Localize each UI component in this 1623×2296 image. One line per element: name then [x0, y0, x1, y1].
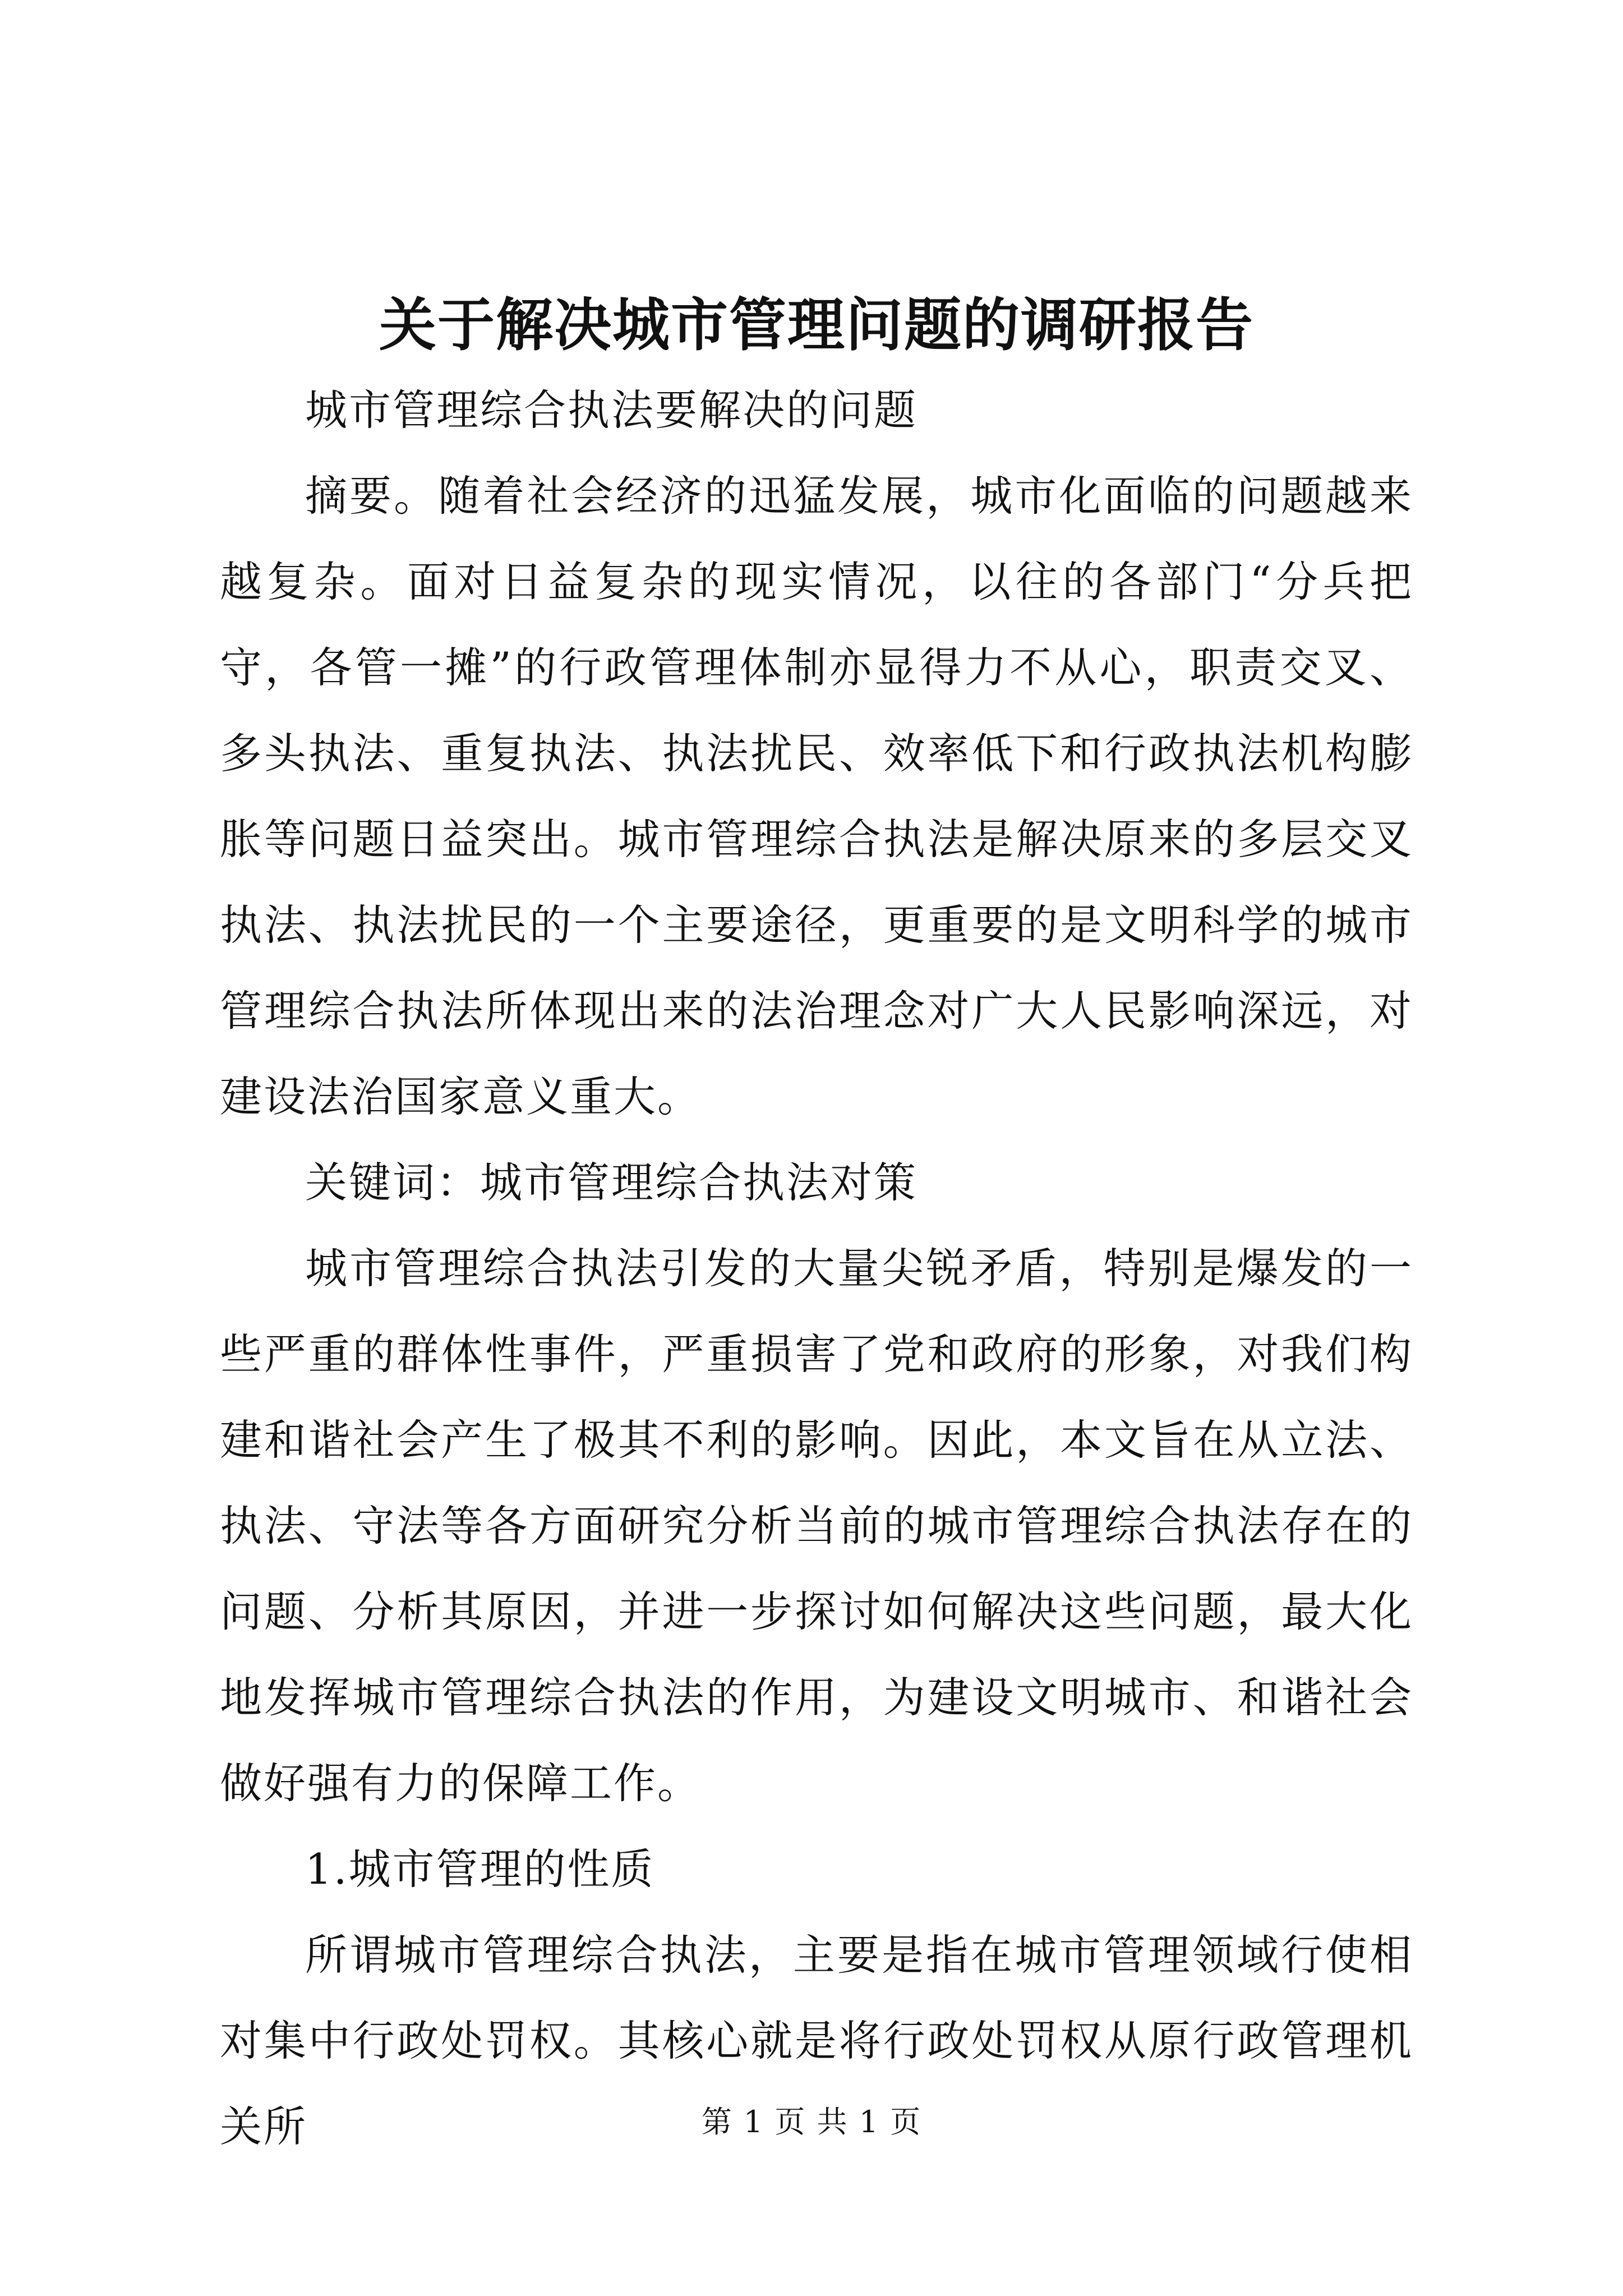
document-body [220, 283, 1413, 2170]
document-title: 关于解决城市管理问题的调研报告 [379, 292, 1254, 359]
subsection-heading: 1.城市管理的性质 [305, 1844, 655, 1894]
body-paragraph: 所谓城市管理综合执法，主要是指在城市管理领域行使相对集中行政处罚权。其核心就是将行政处罚权从原行政管理机关所 [220, 1930, 1413, 2151]
section-heading: 城市管理综合执法要解决的问题 [305, 385, 918, 435]
keywords-paragraph: 关键词：城市管理综合执法对策 [305, 1158, 918, 1207]
page-footer: 第 1 页 共 1 页 [701, 2104, 922, 2139]
abstract-paragraph: 摘要。随着社会经济的迅猛发展，城市化面临的问题越来越复杂。面对日益复杂的现实情况，以往的各部门“分兵把守，各管一摊”的行政管理体制亦显得力不从心，职责交叉、多头执法、重复执法、执法扰民、效率低下和行政执法机构膨胀等问题日益突出。城市管理综合执法是解决原来的多层交叉执法、执法扰民的一个主要途径，更重要的是文明科学的城市管理综合执法所体现出来的法治理念对广大人民影响深远，对建设法治国家意义重大。 [220, 471, 1413, 1121]
body-paragraph: 城市管理综合执法引发的大量尖锐矛盾，特别是爆发的一些严重的群体性事件，严重损害了党和政府的形象，对我们构建和谐社会产生了极其不利的影响。因此，本文旨在从立法、执法、守法等各方面研究分析当前的城市管理综合执法存在的问题、分析其原因，并进一步探讨如何解决这些问题，最大化地发挥城市管理综合执法的作用，为建设文明城市、和谐社会做好强有力的保障工作。 [220, 1244, 1413, 1808]
